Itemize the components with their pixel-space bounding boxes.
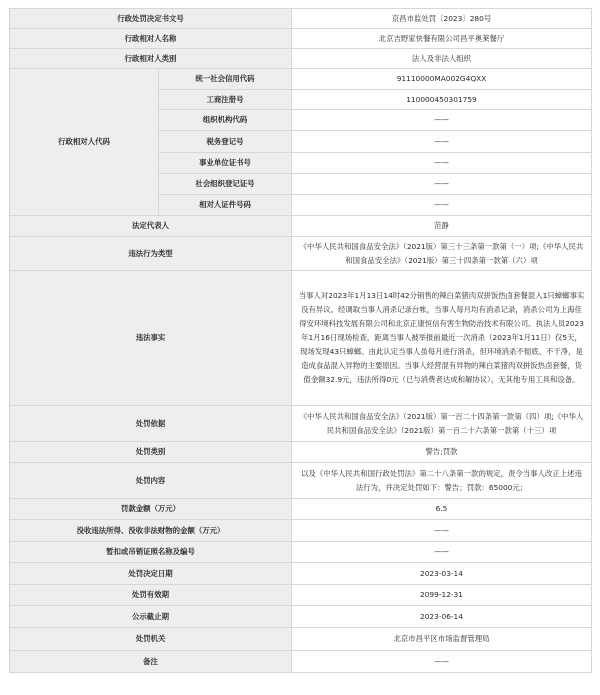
row-party-name xyxy=(10,29,592,49)
penalty-content-label: 处罚内容 xyxy=(10,463,292,499)
confiscation-value: —— xyxy=(292,520,592,542)
inst-no-value: —— xyxy=(292,153,592,174)
tax-no-value: —— xyxy=(292,131,592,153)
reg-no-value: 110000450301759 xyxy=(292,90,592,110)
remarks-value: —— xyxy=(292,651,592,673)
row-confiscation xyxy=(10,520,592,542)
authority-value: 北京市昌平区市场监督管理局 xyxy=(292,628,592,651)
legal-rep-label: 法定代表人 xyxy=(10,216,292,237)
basis-label: 处罚依据 xyxy=(10,406,292,442)
party-code-label: 行政相对人代码 xyxy=(10,69,159,216)
row-penalty-type xyxy=(10,442,592,463)
row-valid-until xyxy=(10,585,592,606)
row-penalty-content xyxy=(10,463,592,499)
row-basis xyxy=(10,406,592,442)
facts-label: 违法事实 xyxy=(10,271,292,406)
license-suspend-value: —— xyxy=(292,542,592,563)
party-name-label: 行政相对人名称 xyxy=(10,29,292,49)
basis-value: 《中华人民共和国食品安全法》（2021版）第一百二十四条第一款第（四）项;《中华人民共和国食品安全法》（2021版）第一百二十六条第一款第（十三）项 xyxy=(292,406,592,442)
row-remarks xyxy=(10,651,592,673)
license-suspend-label: 暂扣或吊销证照名称及编号 xyxy=(10,542,292,563)
fine-amount-label: 罚款金额（万元） xyxy=(10,499,292,520)
fine-amount-value: 6.5 xyxy=(292,499,592,520)
row-license-suspend xyxy=(10,542,592,563)
party-type-value: 法人及非法人组织 xyxy=(292,49,592,69)
row-decision-date xyxy=(10,563,592,585)
row-facts xyxy=(10,271,592,406)
credit-code-value: 91110000MA002G4QXX xyxy=(292,69,592,90)
party-cert-label: 相对人证件号码 xyxy=(159,195,292,216)
publish-end-label: 公示截止期 xyxy=(10,606,292,628)
penalty-info-table xyxy=(9,8,592,673)
party-type-label: 行政相对人类别 xyxy=(10,49,292,69)
row-publish-end xyxy=(10,606,592,628)
decision-date-value: 2023-03-14 xyxy=(292,563,592,585)
org-code-label: 组织机构代码 xyxy=(159,110,292,131)
social-org-no-label: 社会组织登记证号 xyxy=(159,174,292,195)
confiscation-label: 没收违法所得、没收非法财物的金额（万元） xyxy=(10,520,292,542)
reg-no-label: 工商注册号 xyxy=(159,90,292,110)
credit-code-label: 统一社会信用代码 xyxy=(159,69,292,90)
org-code-value: —— xyxy=(292,110,592,131)
row-doc-no xyxy=(10,9,592,29)
violation-type-label: 违法行为类型 xyxy=(10,237,292,271)
decision-date-label: 处罚决定日期 xyxy=(10,563,292,585)
authority-label: 处罚机关 xyxy=(10,628,292,651)
row-party-type xyxy=(10,49,592,69)
row-fine-amount xyxy=(10,499,592,520)
party-cert-value: —— xyxy=(292,195,592,216)
row-legal-rep xyxy=(10,216,592,237)
valid-until-value: 2099-12-31 xyxy=(292,585,592,606)
legal-rep-value: 范静 xyxy=(292,216,592,237)
facts-value: 当事人对2023年1月13日14时42分销售的辣白菜猪肉双拼饭热卤套餐混入1只蟑螂事实没有异议。经调取当事人消杀记录台帐，当事人每月均有消杀记录，消杀公司为上海佳得安环境科技发展有限公司和北京正康恒信有害生物防治技术有限公司。执法人员2023年1月16日现场检查，距离当事人被举报前最近一次消杀（2023年1月11日）仅5天，现场发现43只蟑螂。由此认定当事人虽每月进行消杀，但环境消杀不彻底、不干净，是造成食品混入异物的主要原因。当事人经营混有异物的辣白菜猪肉双拼饭热卤套餐，货值金额32.9元，违法所得0元（已与消费者达成和解协议），无其他专用工具和设备。 xyxy=(292,271,592,406)
row-authority xyxy=(10,628,592,651)
party-name-value: 北京吉野家快餐有限公司昌平奥莱餐厅 xyxy=(292,29,592,49)
doc-no-label: 行政处罚决定书文号 xyxy=(10,9,292,29)
valid-until-label: 处罚有效期 xyxy=(10,585,292,606)
penalty-type-label: 处罚类别 xyxy=(10,442,292,463)
violation-type-value: 《中华人民共和国食品安全法》（2021版）第三十三条第一款第（一）项;《中华人民共和国食品安全法》（2021版）第三十四条第一款第（六）项 xyxy=(292,237,592,271)
tax-no-label: 税务登记号 xyxy=(159,131,292,153)
penalty-type-value: 警告;罚款 xyxy=(292,442,592,463)
remarks-label: 备注 xyxy=(10,651,292,673)
publish-end-value: 2023-06-14 xyxy=(292,606,592,628)
row-credit-code xyxy=(10,69,592,90)
doc-no-value: 京昌市监处罚〔2023〕280号 xyxy=(292,9,592,29)
row-violation-type xyxy=(10,237,592,271)
social-org-no-value: —— xyxy=(292,174,592,195)
penalty-content-value: 以及《中华人民共和国行政处罚法》第二十八条第一款的规定，责令当事人改正上述违法行为，并决定处罚如下：警告；罚款：65000元； xyxy=(292,463,592,499)
inst-no-label: 事业单位证书号 xyxy=(159,153,292,174)
